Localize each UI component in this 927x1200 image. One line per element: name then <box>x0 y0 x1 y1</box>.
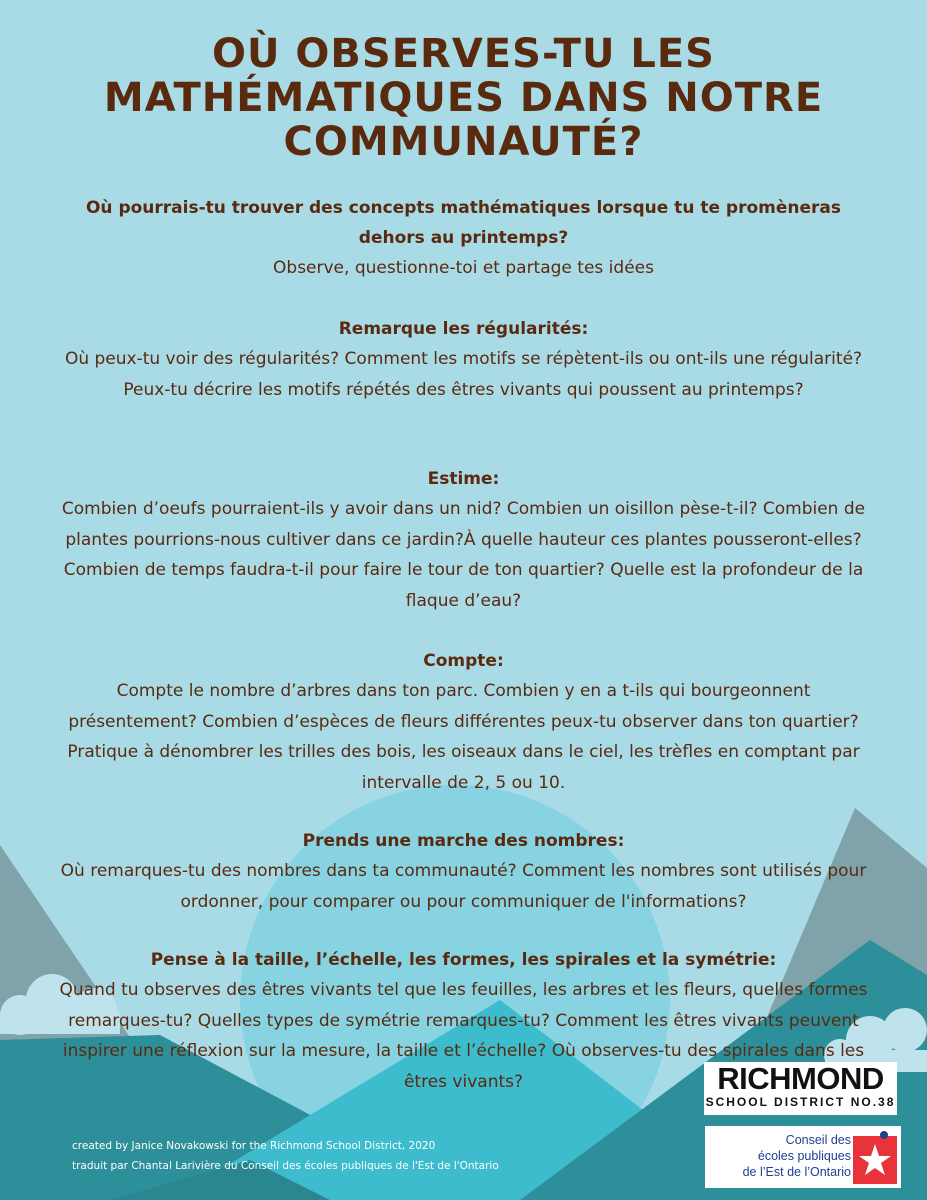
cepeo-line-2: écoles publiques <box>757 1149 851 1163</box>
section-body: Compte le nombre d’arbres dans ton parc. Combien y en a t-ils qui bourgeonnent présentement? Combien d’espèces de fleurs différentes peux-tu observer dans ton quartier? Pratique à dénombrer les trilles des bois, les oiseaux dans le ciel, les trèfles en comptant par intervalle de 2, 5 ou 10. <box>67 681 860 793</box>
footer-translation: traduit par Chantal Larivière du Conseil des écoles publiques de l'Est de l'Ontario <box>72 1160 499 1172</box>
richmond-logo-subtitle: SCHOOL DISTRICT NO.38 <box>705 1095 896 1109</box>
richmond-logo-name: RICHMOND <box>717 1061 884 1096</box>
intro-subtitle: Observe, questionne-toi et partage tes idées <box>273 258 654 278</box>
cepeo-star-icon <box>853 1130 897 1184</box>
section-regularities <box>55 314 872 405</box>
footer-credit: created by Janice Novakowski for the Richmond School District, 2020 <box>72 1140 436 1152</box>
section-body: Où peux-tu voir des régularités? Comment les motifs se répètent-ils ou ont-ils une régularité? Peux-tu décrire les motifs répétés des êtres vivants qui poussent au printemps? <box>64 349 863 400</box>
footer-credits <box>72 1136 499 1176</box>
intro-question: Où pourrais-tu trouver des concepts mathématiques lorsque tu te promèneras dehors au printemps? <box>85 198 841 248</box>
cepeo-line-3: de l’Est de l’Ontario <box>742 1165 851 1179</box>
section-heading: Remarque les régularités: <box>338 319 589 339</box>
section-heading: Compte: <box>423 651 504 671</box>
section-heading: Estime: <box>427 469 500 489</box>
section-estimate <box>55 464 872 616</box>
section-body: Combien d’oeufs pourraient-ils y avoir dans un nid? Combien un oisillon pèse-t-il? Combien de plantes pourrions-nous cultiver dans ce jardin?À quelle hauteur ces plantes pousseront-elles? Combien de temps faudra-t-il pour faire le tour de ton quartier? Quelle est la profondeur de la flaque d’eau? <box>61 499 866 611</box>
page-title: OÙ OBSERVES-TU LES MATHÉMATIQUES DANS NOTRE COMMUNAUTÉ? <box>103 31 824 165</box>
section-heading: Pense à la taille, l’échelle, les formes, les spirales et la symétrie: <box>150 950 777 970</box>
section-heading: Prends une marche des nombres: <box>302 831 625 851</box>
cepeo-logo <box>705 1126 901 1188</box>
cepeo-line-1: Conseil des <box>785 1133 851 1147</box>
richmond-logo <box>704 1062 897 1115</box>
section-number-walk <box>55 826 872 917</box>
section-count <box>55 646 872 798</box>
cepeo-logo-text <box>711 1132 851 1180</box>
section-body: Où remarques-tu des nombres dans ta communauté? Comment les nombres sont utilisés pour ordonner, pour comparer ou pour communiquer de l'informations? <box>60 861 867 912</box>
section-body: Quand tu observes des êtres vivants tel que les feuilles, les arbres et les fleurs, quelles formes remarques-tu? Quelles types de symétrie remarques-tu? Comment les êtres vivants peuvent inspirer une réflexion sur la mesure, la taille et l’échelle? Où observes-tu des spirales dans les êtres vivants? <box>59 980 868 1092</box>
